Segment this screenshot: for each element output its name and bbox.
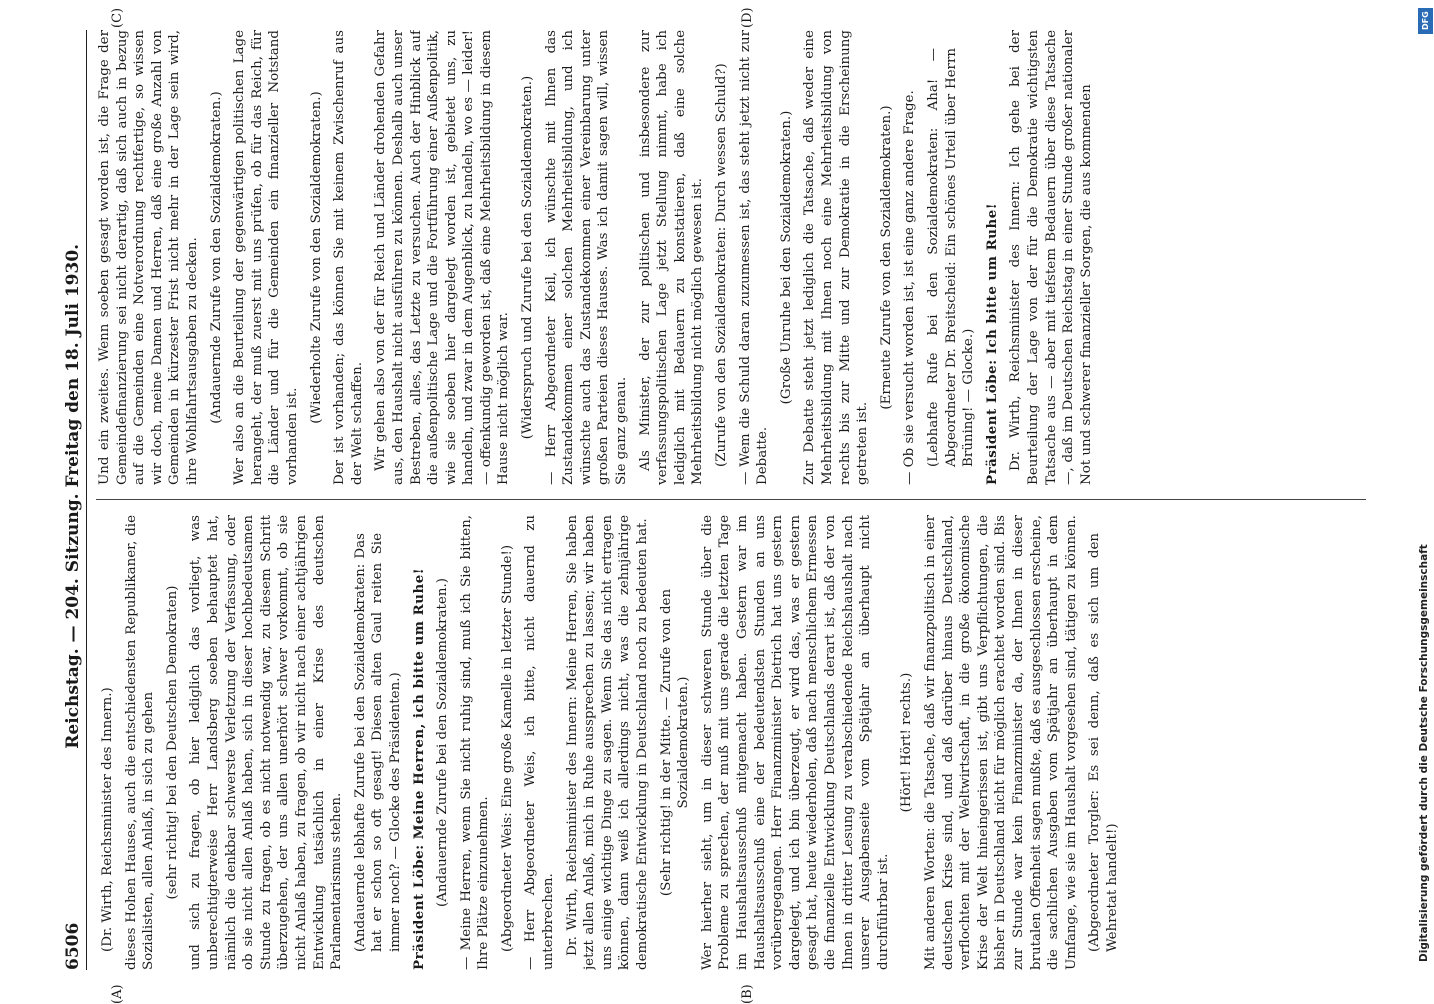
interjection-note: (Zurufe von den Sozialdemokraten: Durch wessen Schuld?) [714,63,729,467]
speech-paragraph: Dr. Wirth, Reichsminister des Innern: Meine Herren, Sie haben jetzt allen Anlaß, mich in Ruhe aussprechen zu lassen; wir haben uns einige wichtige Dinge zu sagen. Wenn Sie das nicht ertragen können, dann weiß ich allerdings nicht, was die zehnjährige demokratische Entwicklung in Deutschland noch zu bedeuten hat. [564,515,651,970]
dfg-logo: DFG [1418,8,1433,34]
speech-paragraph: — Herr Abgeordneter Weis, ich bitte, nicht dauernd zu unterbrechen. [523,515,557,970]
interjection: (Hört! Hört! rechts.) [899,672,915,813]
speech-paragraph: — Herr Abgeordneter Keil, ich wünschte mit Ihnen das Zustandekommen einer solchen Mehrheitsbildung, und ich wünschte auch das Zustandekommen einer Vereinbarung unter großen Parteien dieses Hauses. Was ich damit sagen will, wissen Sie ganz genau. [543,30,630,485]
page-header [60,30,87,970]
speech-paragraph: Wir gehen also von der für Reich und Länder drohenden Gefahr aus, den Haushalt nicht ausführen zu können. Deshalb auch unser Bestreben, alles, das Letzte zu versuchen. Auch der Hinblick auf die außenpolitische Lage und die Fortführung einer Außenpolitik, wie sie soeben hier dargelegt worden ist, gebietet uns, zu handeln, und zwar in dem Augenblick, zu handeln, wo es — leider! — offenkundig geworden ist, daß eine Mehrheitsbildung in diesem Hause nicht möglich war. [373,30,512,485]
interjection-note: (Dr. Wirth, Reichsminister des Innern.) [100,687,115,952]
margin-marker-b: (B) [740,984,755,1004]
interjection-note: (Abgeordneter Weis: Eine große Kamelle in letzter Stunde!) [499,544,515,952]
speech-paragraph: — Ob sie versucht worden ist, ist eine ganz andere Frage. [902,90,918,485]
interjection: (Wiederholte Zurufe von den Sozialdemokraten.) [308,91,324,424]
speech-paragraph: Der ist vorhanden; das können Sie mit keinem Zwischenruf aus der Welt schaffen. [332,30,365,485]
interjection-note: (Andauernde lebhafte Zurufe bei den Sozialdemokraten: Das hat er schon so oft gesagt! Diesen alten Gaul reiten Sie immer noch? — Glocke des Präsidenten.) [352,533,403,952]
interjection: (Andauernde Zurufe bei den Sozialdemokraten.) [435,578,451,907]
interjection: (Andauernde Zurufe von den Sozialdemokraten.) [208,91,224,424]
interjection-note: (Abgeordneter Torgler: Es sei denn, daß es sich um den Wehretat handelt!) [1087,533,1120,952]
page-number: 6506 [63,922,83,970]
speech-paragraph: Dr. Wirth, Reichsminister des Innern: Ich gehe bei der Beurteilung der Lage von der für die Demokratie wichtigsten Tatsache aus — aber mit tiefstem Bedauern über diese Tatsache —, daß im Deutschen Reichstag in einer Stunde großer nationaler Not und schwerer finanzieller Sorgen, die aus kommenden [1008,30,1094,485]
interjection: (sehr richtig! bei den Deutschen Demokraten) [164,585,180,900]
speech-paragraph: und sich zu fragen, ob hier lediglich das vorliegt, was unberechtigterweise Herr Landsberg soeben behauptet hat, nämlich die denkbar schwerste Verletzung der Verfassung, oder ob sie nicht allen Anlaß haben, sich in dieser hochbedeutsamen Stunde zu fragen, ob es nicht notwendig war, zu diesem Schritt überzugehen, der uns allen unerhört schwer vorkommt, ob sie nicht Anlaß haben, zu fragen, ob wir nicht nach einer achtjährigen Entwicklung tatsächlich in einer Krise des deutschen Parlamentarismus stehen. [188,515,345,970]
speech-paragraph: Mit anderen Worten: die Tatsache, daß wir finanzpolitisch in einer deutschen Krise sind, und daß darüber hinaus Deutschland, verflochten mit der Weltwirtschaft, in die große ökonomische Krise der Welt hineingerissen ist, gibt uns Verpflichtungen, die bisher in Deutschland nicht für möglich erachtet worden sind. Bis zur Stunde war kein Finanzminister da, der Ihnen in dieser brutalen Offenheit sagen mußte, daß es ausgeschlossen erscheine, die sachlichen Ausgaben vom Spätjahr an überhaupt in dem Umfange, wie sie im Haushalt vorgesehen sind, tätigen zu können. [922,515,1079,970]
rotated-page [60,7,1380,1004]
interjection: (Sehr richtig! in der Mitte. — Zurufe von den Sozialdemokraten.) [658,588,692,897]
column-divider [96,499,1366,500]
speech-paragraph: Als Minister, der zur politischen und insbesondere zur verfassungspolitischen Lage jetzt Stellung nimmt, habe ich lediglich mit Bedauern zu konstatieren, daß eine solche Mehrheitsbildung nicht möglich gewesen ist. [637,30,706,485]
margin-marker-c: (C) [110,7,125,28]
speech-paragraph: Wer hierher sieht, um in dieser schweren Stunde über die Probleme zu sprechen, der muß mit uns gerade die letzten Tage im Haushaltsausschuß mitgemacht haben. Gestern war im Haushaltsausschuß eine der bedeutendsten Stunden an uns vorübergegangen. Herr Finanzminister Dietrich hat uns gestern dargelegt, und ich bin überzeugt, er wird das, was er gestern gesagt hat, heute wiederholen, daß nach menschlichem Ermessen die finanzielle Entwicklung Deutschlands derart ist, daß der von Ihnen in dritter Lesung zu verabschiedende Reichshaushalt nach unserer Ausgabenseite vom Spätjahr an überhaupt nicht durchführbar ist. [699,515,891,970]
speech-paragraph: — Wem die Schuld daran zuzumessen ist, das steht jetzt nicht zur Debatte. [737,30,771,485]
right-column [96,30,1376,485]
president-remark: Präsident Löbe: Ich bitte um Ruhe! [983,202,1000,485]
speech-paragraph: Wer also an die Beurteilung der gegenwärtigen politischen Lage herangeht, der muß zuerst mit uns prüfen, ob für das Reich, für die Länder und für die Gemeinden ein finanzieller Notstand vorhanden ist. [232,30,300,485]
left-column [96,515,1376,970]
margin-marker-a: (A) [110,984,125,1004]
margin-marker-d: (D) [740,7,755,28]
interjection: (Erneute Zurufe von den Sozialdemokraten.) [878,105,894,410]
speech-paragraph: Zur Debatte steht jetzt lediglich die Tatsache, daß weder eine Mehrheitsbildung mit Ihnen noch eine Mehrheitsbildung von rechts bis zur Mitte und zur Demokratie in die Erscheinung getreten ist. [802,30,871,485]
page-title: Reichstag. — 204. Sitzung. Freitag den 18. Juli 1930. [63,243,83,749]
interjection: (Große Unruhe bei den Sozialdemokraten.) [778,110,794,405]
speech-paragraph: dieses Hohen Hauses, auch die entschiedensten Republikaner, die Sozialisten, allen Anlaß, in sich zu gehen [123,515,157,970]
credit-text: Digitalisierung gefördert durch die Deutsche Forschungsgemeinschaft [1418,544,1430,962]
speech-paragraph: Und ein zweites. Wenn soeben gesagt worden ist, die Frage der Gemeindefinanzierung sei nicht derartig, daß sich auch in bezug auf die Gemeinden eine Notverordnung rechtfertige, so wissen wir doch, meine Damen und Herren, daß eine große Anzahl von Gemeinden in kürzester Frist nicht mehr in der Lage sein wird, ihre Wohlfahrtsausgaben zu decken. [97,30,200,485]
speech-paragraph: — Meine Herren, wenn Sie nicht ruhig sind, muß ich Sie bitten, Ihre Plätze einzunehmen. [458,515,492,970]
president-remark: Präsident Löbe: Meine Herren, ich bitte um Ruhe! [410,567,427,970]
interjection: (Widerspruch und Zurufe bei den Sozialdemokraten.) [520,75,536,440]
interjection-note: (Lebhafte Rufe bei den Sozialdemokraten: Aha! — Abgeordneter Dr. Breitscheid: Ein schönes Urteil über Herrn Brüning! — Glocke.) [925,48,977,467]
digitization-credit [1415,6,1433,996]
